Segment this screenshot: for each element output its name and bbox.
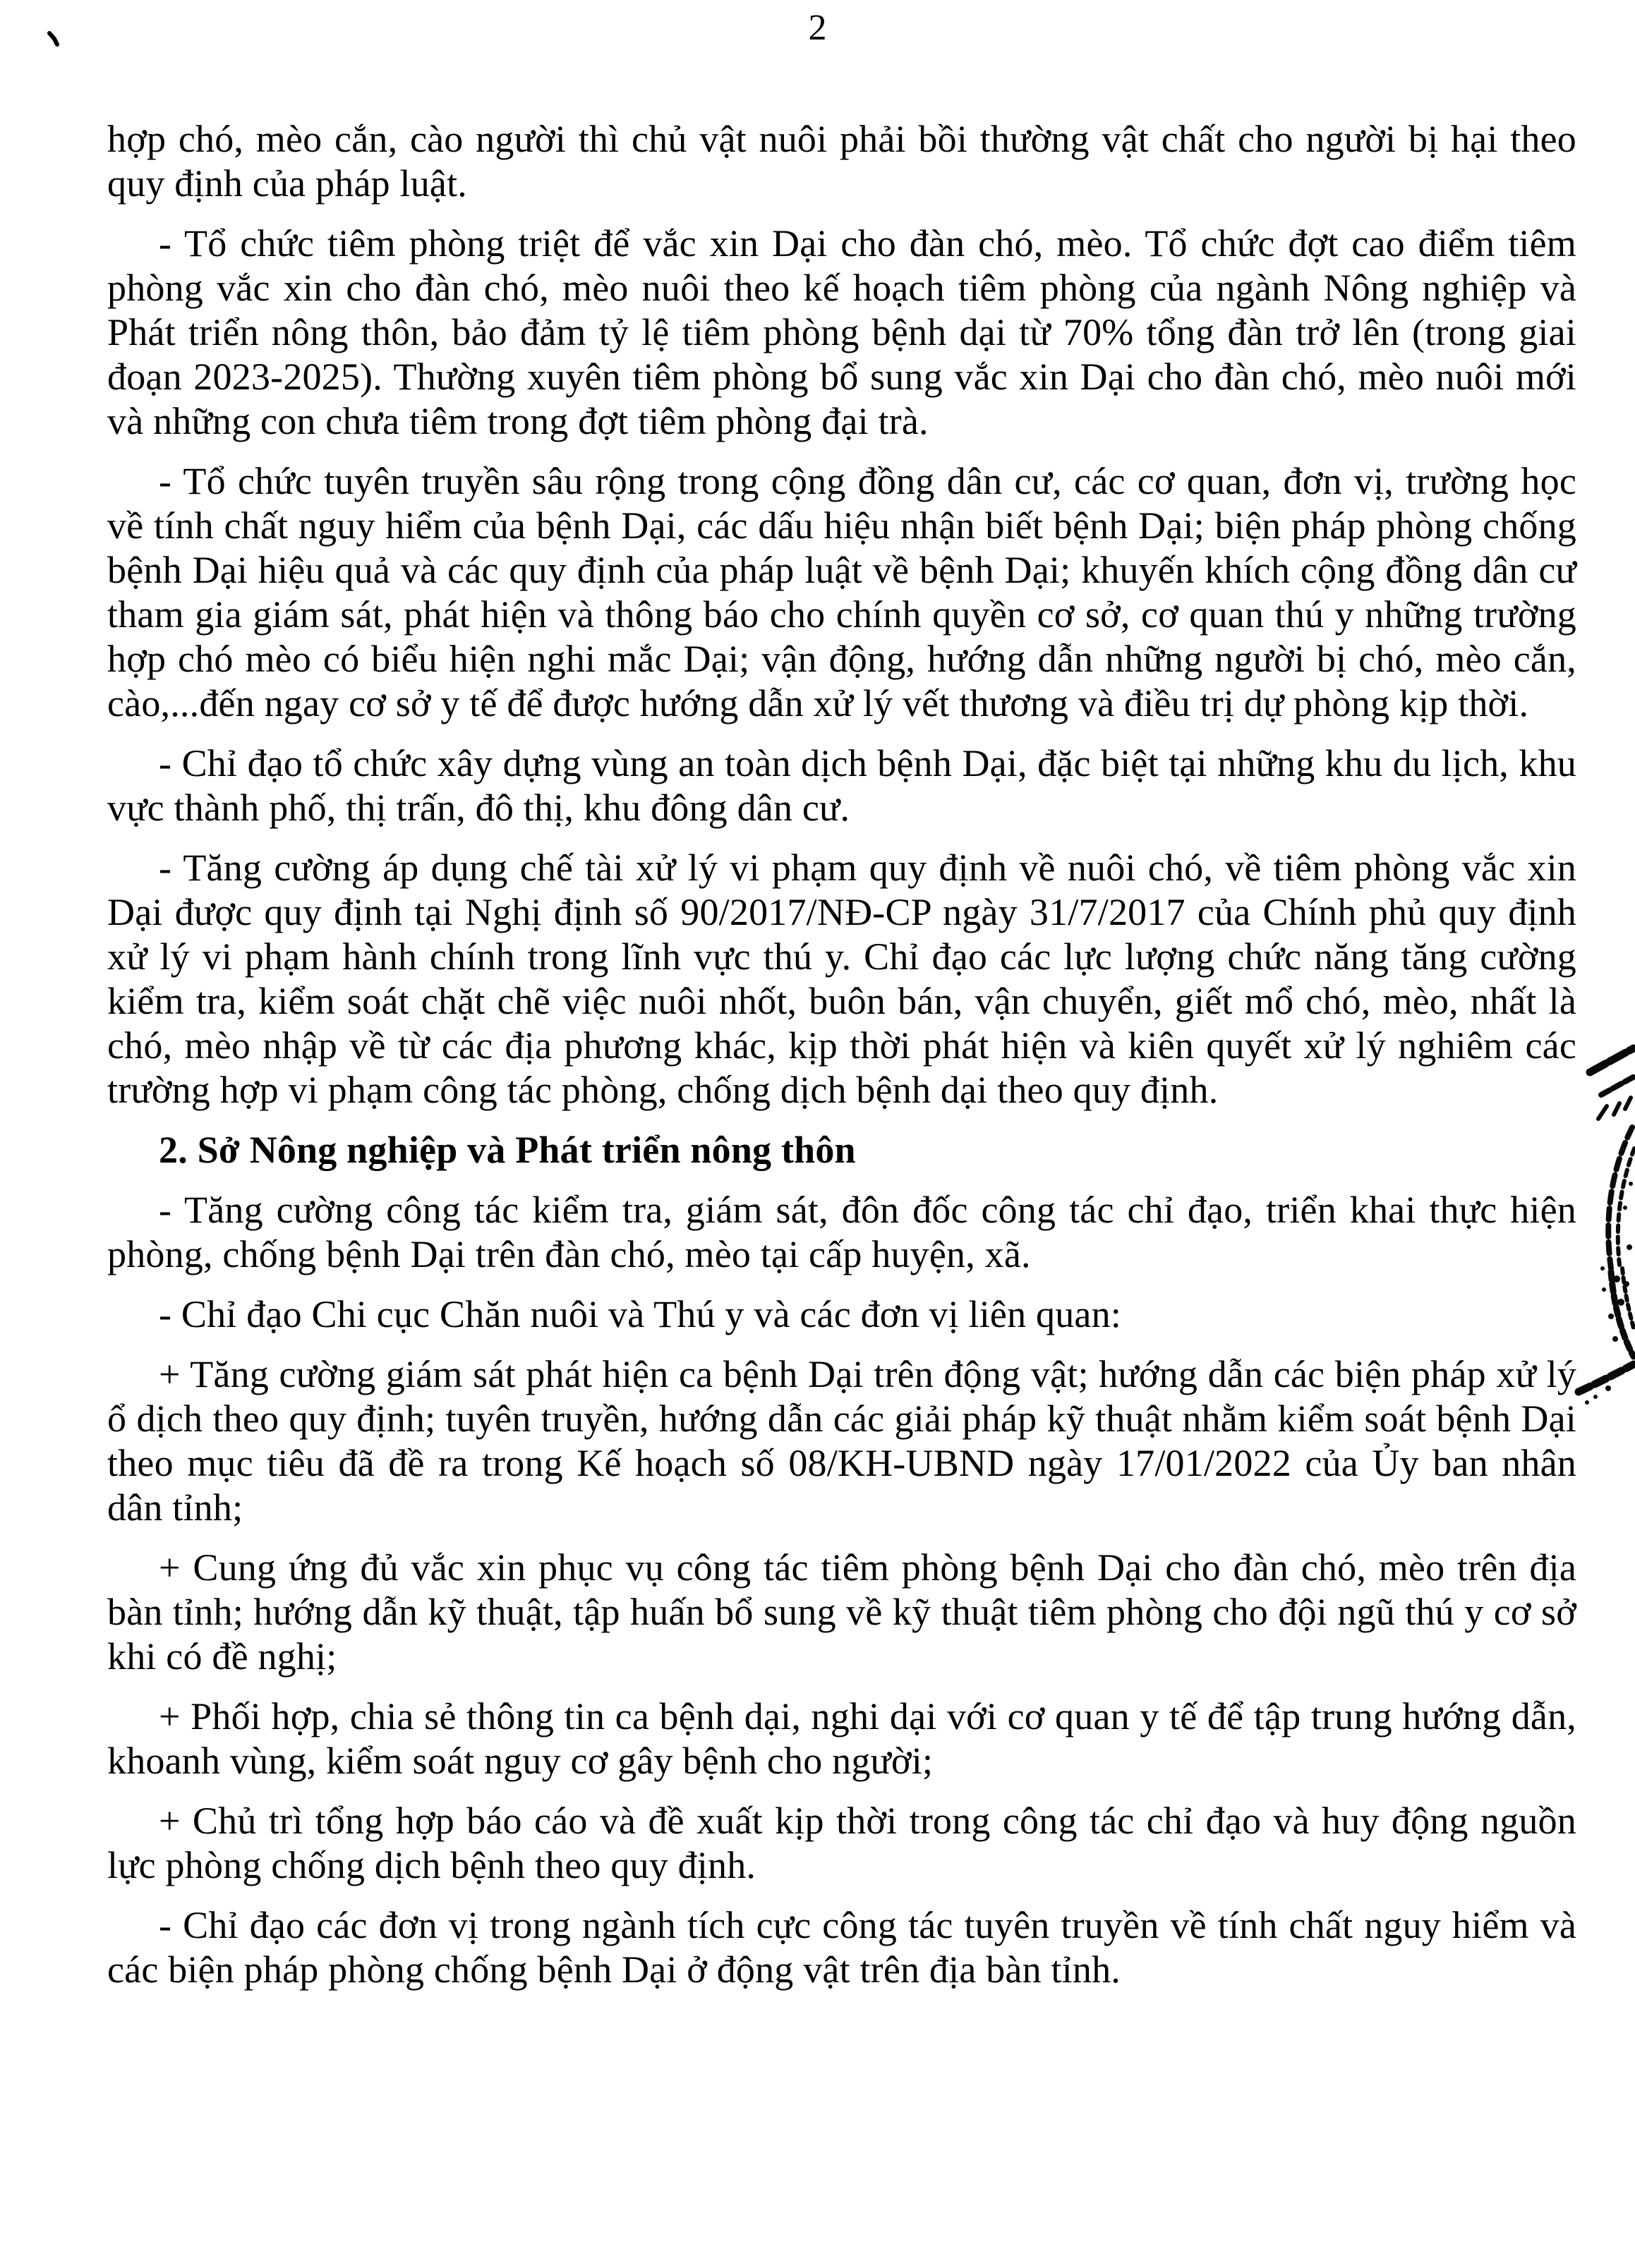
paragraph: - Chỉ đạo các đơn vị trong ngành tích cực công tác tuyên truyền về tính chất nguy hiểm và các biện pháp phòng chống bệnh Dại ở động vật trên địa bàn tỉnh.: [107, 1904, 1576, 1991]
section-heading: 2. Sở Nông nghiệp và Phát triển nông thôn: [159, 1129, 856, 1171]
paragraph: + Cung ứng đủ vắc xin phục vụ công tác tiêm phòng bệnh Dại cho đàn chó, mèo trên địa bàn tỉnh; hướng dẫn kỹ thuật, tập huấn bổ sung về kỹ thuật tiêm phòng cho đội ngũ thú y cơ sở khi có đề nghị;: [107, 1546, 1576, 1678]
paragraph: - Chỉ đạo Chi cục Chăn nuôi và Thú y và các đơn vị liên quan:: [159, 1293, 1121, 1335]
paragraph: + Chủ trì tổng hợp báo cáo và đề xuất kịp thời trong công tác chỉ đạo và huy động nguồn lực phòng chống dịch bệnh theo quy định.: [107, 1800, 1576, 1886]
paragraph: - Tăng cường áp dụng chế tài xử lý vi phạm quy định về nuôi chó, về tiêm phòng vắc xin Dại được quy định tại Nghị định số 90/2017/NĐ-CP ngày 31/7/2017 của Chính phủ quy định xử lý vi phạm hành chính trong lĩnh vực thú y. Chỉ đạo các lực lượng chức năng tăng cường kiểm tra, kiểm soát chặt chẽ việc nuôi nhốt, buôn bán, vận chuyển, giết mổ chó, mèo, nhất là chó, mèo nhập về từ các địa phương khác, kịp thời phát hiện và kiên quyết xử lý nghiêm các trường hợp vi phạm công tác phòng, chống dịch bệnh dại theo quy định.: [107, 847, 1576, 1111]
paragraph: - Tổ chức tuyên truyền sâu rộng trong cộng đồng dân cư, các cơ quan, đơn vị, trường học về tính chất nguy hiểm của bệnh Dại, các dấu hiệu nhận biết bệnh Dại; biện pháp phòng chống bệnh Dại hiệu quả và các quy định của pháp luật về bệnh Dại; khuyến khích cộng đồng dân cư tham gia giám sát, phát hiện và thông báo cho chính quyền cơ sở, cơ quan thú y những trường hợp chó mèo có biểu hiện nghi mắc Dại; vận động, hướng dẫn những người bị chó, mèo cắn, cào,...đến ngay cơ sở y tế để được hướng dẫn xử lý vết thương và điều trị dự phòng kịp thời.: [107, 460, 1576, 724]
paragraph: - Chỉ đạo tổ chức xây dựng vùng an toàn dịch bệnh Dại, đặc biệt tại những khu du lịch, khu vực thành phố, thị trấn, đô thị, khu đông dân cư.: [107, 742, 1576, 829]
paragraph: - Tăng cường công tác kiểm tra, giám sát, đôn đốc công tác chỉ đạo, triển khai thực hiện phòng, chống bệnh Dại trên đàn chó, mèo tại cấp huyện, xã.: [107, 1189, 1576, 1275]
paragraph: hợp chó, mèo cắn, cào người thì chủ vật nuôi phải bồi thường vật chất cho người bị hại theo quy định của pháp luật.: [107, 118, 1576, 205]
page-number: 2: [808, 8, 827, 48]
paragraph: + Tăng cường giám sát phát hiện ca bệnh Dại trên động vật; hướng dẫn các biện pháp xử lý ổ dịch theo quy định; tuyên truyền, hướng dẫn các giải pháp kỹ thuật nhằm kiểm soát bệnh Dại theo mục tiêu đã đề ra trong Kế hoạch số 08/KH-UBND ngày 17/01/2022 của Ủy ban nhân dân tỉnh;: [107, 1353, 1576, 1529]
pen-tick-mark: [47, 31, 65, 52]
document-body: [107, 117, 1576, 2008]
paragraph: - Tổ chức tiêm phòng triệt để vắc xin Dại cho đàn chó, mèo. Tổ chức đợt cao điểm tiêm phòng vắc xin cho đàn chó, mèo nuôi theo kế hoạch tiêm phòng của ngành Nông nghiệp và Phát triển nông thôn, bảo đảm tỷ lệ tiêm phòng bệnh dại từ 70% tổng đàn trở lên (trong giai đoạn 2023-2025). Thường xuyên tiêm phòng bổ sung vắc xin Dại cho đàn chó, mèo nuôi mới và những con chưa tiêm trong đợt tiêm phòng đại trà.: [107, 222, 1576, 442]
ink-stamp-fragment: [1570, 1036, 1635, 1420]
paragraph: + Phối hợp, chia sẻ thông tin ca bệnh dại, nghi dại với cơ quan y tế để tập trung hướng dẫn, khoanh vùng, kiểm soát nguy cơ gây bệnh cho người;: [107, 1695, 1576, 1782]
